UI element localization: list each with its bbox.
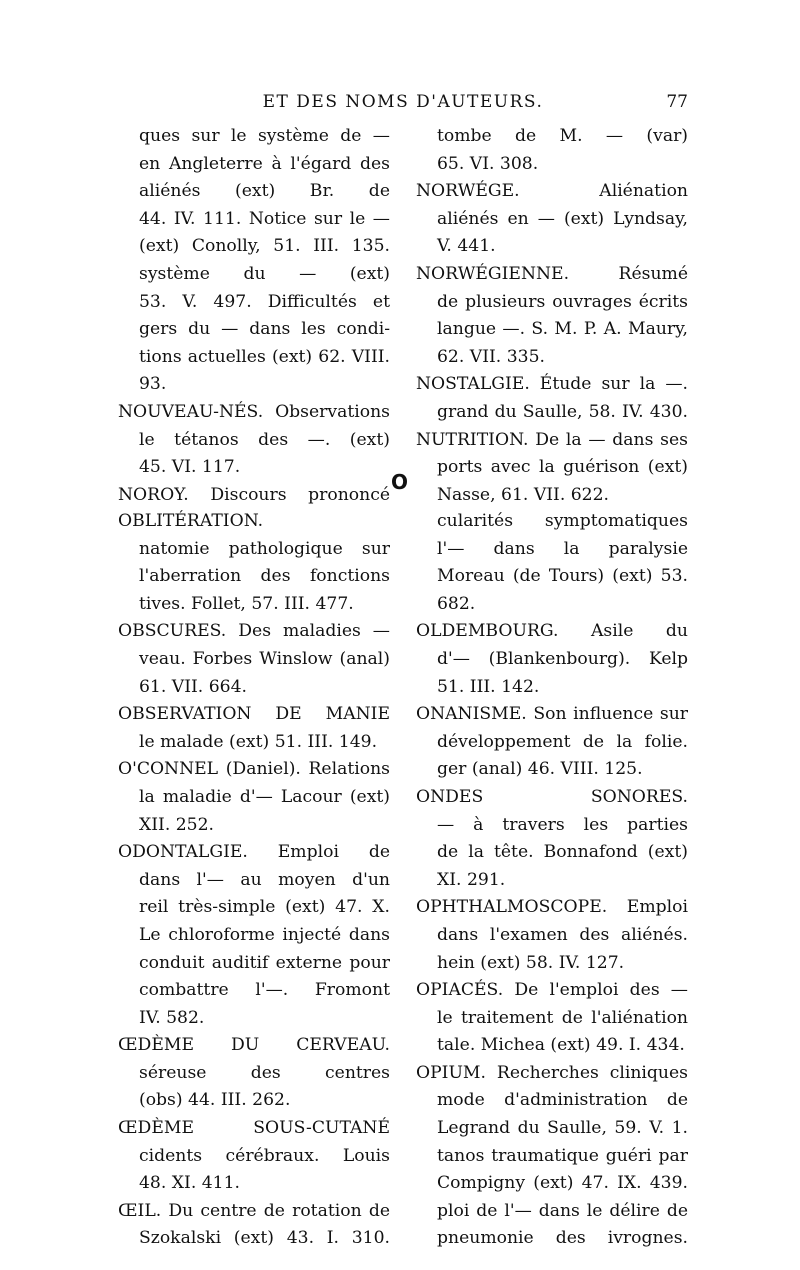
index-entry-continuation-line: tale. Michea (ext) 49. I. 434. bbox=[437, 1035, 685, 1056]
page-number: 77 bbox=[666, 92, 688, 112]
index-entry-continuation-line: développement de la folie. bbox=[437, 731, 688, 752]
index-entry-headword-line: ODONTALGIE. Emploi de bbox=[118, 842, 390, 863]
index-column-right-top bbox=[416, 123, 688, 509]
index-entry-headword-line: OBSERVATION DE MANIE bbox=[118, 704, 390, 725]
index-entry-continuation-line: le malade (ext) 51. III. 149. bbox=[139, 731, 378, 752]
index-entry-continuation-line: ques sur le système de — bbox=[139, 126, 390, 146]
index-entry-continuation-line: 53. V. 497. Difficultés et bbox=[139, 291, 390, 312]
index-entry-continuation-line: ports avec la guérison (ext) bbox=[437, 457, 688, 478]
index-entry-headword-line: NORWÉGE. Aliénation bbox=[416, 181, 688, 202]
index-column-right-bottom bbox=[416, 508, 688, 1253]
index-entry-continuation-line: le traitement de l'aliénation bbox=[437, 1007, 688, 1028]
index-entry-continuation-line: 682. bbox=[437, 593, 476, 614]
index-entry-continuation-line: (obs) 44. III. 262. bbox=[139, 1090, 291, 1111]
index-entry-headword-line: O'CONNEL (Daniel). Relations bbox=[118, 759, 390, 780]
index-entry-headword-line: OBSCURES. Des maladies — bbox=[118, 621, 390, 642]
index-entry-continuation-line: l'— dans la paralysie bbox=[437, 538, 688, 559]
running-header bbox=[118, 92, 688, 116]
index-entry-continuation-line: 61. VII. 664. bbox=[139, 676, 247, 697]
index-entry-continuation-line: séreuse des centres bbox=[139, 1062, 390, 1083]
index-entry-headword-line: OPIACÉS. De l'emploi des — bbox=[416, 980, 688, 1001]
index-entry-headword-line: ŒDÈME SOUS-CUTANÉ bbox=[118, 1118, 390, 1139]
index-entry-headword-line: OLDEMBOURG. Asile du bbox=[416, 621, 688, 642]
index-entry-headword-line: ŒIL. Du centre de rotation de bbox=[118, 1200, 390, 1221]
index-entry-continuation-line: Le chloroforme injecté dans bbox=[139, 924, 390, 945]
index-entry-headword-line: ONDES SONORES. bbox=[416, 786, 688, 807]
index-entry-continuation-line: la maladie d'— Lacour (ext) bbox=[139, 786, 390, 807]
index-column-left-top bbox=[118, 123, 390, 509]
index-entry-continuation-line: Szokalski (ext) 43. I. 310. bbox=[139, 1228, 390, 1249]
index-entry-continuation-line: 51. III. 142. bbox=[437, 676, 540, 697]
index-entry-continuation-line: 48. XI. 411. bbox=[139, 1173, 241, 1194]
index-entry-continuation-line: tions actuelles (ext) 62. VIII. bbox=[139, 346, 390, 367]
index-entry-continuation-line: pneumonie des ivrognes. bbox=[437, 1228, 688, 1249]
section-letter: O bbox=[391, 470, 409, 494]
index-entry-continuation-line: Compigny (ext) 47. IX. 439. bbox=[437, 1173, 688, 1194]
index-entry-continuation-line: XI. 291. bbox=[437, 869, 506, 890]
index-entry-headword-line: OPHTHALMOSCOPE. Emploi bbox=[416, 897, 688, 918]
index-entry-continuation-line: natomie pathologique sur bbox=[139, 538, 390, 559]
index-entry-continuation-line: aliénés (ext) Br. de bbox=[139, 181, 390, 202]
header-title: ET DES NOMS D'AUTEURS. bbox=[262, 92, 544, 112]
index-entry-continuation-line: combattre l'—. Fromont bbox=[139, 980, 390, 1001]
index-entry-continuation-line: — à travers les parties bbox=[437, 814, 688, 835]
index-entry-headword-line: NOUVEAU-NÉS. Observations bbox=[118, 401, 390, 422]
index-entry-continuation-line: dans l'— au moyen d'un bbox=[139, 869, 390, 890]
index-entry-headword-line: NUTRITION. De la — dans ses bbox=[416, 429, 688, 450]
index-entry-headword-line: NOROY. Discours prononcé bbox=[118, 484, 390, 505]
index-entry-continuation-line: grand du Saulle, 58. IV. 430. bbox=[437, 401, 688, 422]
index-entry-headword-line: NOSTALGIE. Étude sur la —. bbox=[416, 374, 688, 395]
index-entry-continuation-line: IV. 582. bbox=[139, 1007, 205, 1028]
index-entry-continuation-line: langue —. S. M. P. A. Maury, bbox=[437, 319, 688, 340]
index-entry-headword-line: ONANISME. Son influence sur bbox=[416, 704, 688, 725]
index-entry-continuation-line: d'— (Blankenbourg). Kelp bbox=[437, 648, 688, 669]
index-entry-continuation-line: ger (anal) 46. VIII. 125. bbox=[437, 759, 643, 780]
index-entry-continuation-line: XII. 252. bbox=[139, 814, 215, 835]
index-entry-continuation-line: tives. Follet, 57. III. 477. bbox=[139, 593, 354, 614]
index-entry-continuation-line: 93. bbox=[139, 374, 167, 395]
index-entry-continuation-line: 44. IV. 111. Notice sur le — bbox=[139, 208, 390, 229]
index-entry-continuation-line: système du — (ext) bbox=[139, 263, 390, 284]
index-entry-continuation-line: Nasse, 61. VII. 622. bbox=[437, 484, 610, 505]
index-entry-continuation-line: de la tête. Bonnafond (ext) bbox=[437, 842, 688, 863]
index-entry-continuation-line: aliénés en — (ext) Lyndsay, bbox=[437, 208, 688, 229]
index-entry-continuation-line: dans l'examen des aliénés. bbox=[437, 924, 688, 945]
index-entry-continuation-line: le tétanos des —. (ext) bbox=[139, 429, 390, 450]
index-entry-continuation-line: gers du — dans les condi- bbox=[139, 319, 390, 340]
index-entry-continuation-line: l'aberration des fonctions bbox=[139, 566, 390, 587]
index-entry-continuation-line: cularités symptomatiques bbox=[437, 511, 688, 531]
index-entry-continuation-line: cidents cérébraux. Louis bbox=[139, 1145, 390, 1166]
index-entry-continuation-line: (ext) Conolly, 51. III. 135. bbox=[139, 236, 390, 257]
index-entry-continuation-line: en Angleterre à l'égard des bbox=[139, 153, 390, 174]
index-entry-continuation-line: 62. VII. 335. bbox=[437, 346, 545, 367]
index-entry-continuation-line: de plusieurs ouvrages écrits bbox=[437, 291, 688, 312]
index-entry-continuation-line: tanos traumatique guéri par bbox=[437, 1145, 688, 1166]
index-entry-headword-line: ŒDÈME DU CERVEAU. bbox=[118, 1035, 390, 1056]
index-entry-continuation-line: tombe de M. — (var) bbox=[437, 126, 688, 146]
index-entry-continuation-line: Moreau (de Tours) (ext) 53. bbox=[437, 566, 688, 587]
index-entry-continuation-line: 45. VI. 117. bbox=[139, 457, 241, 478]
index-entry-continuation-line: conduit auditif externe pour bbox=[139, 952, 390, 973]
index-entry-continuation-line: hein (ext) 58. IV. 127. bbox=[437, 952, 625, 973]
index-entry-continuation-line: reil très-simple (ext) 47. X. bbox=[139, 897, 390, 918]
index-entry-continuation-line: ploi de l'— dans le délire de bbox=[437, 1200, 688, 1221]
index-entry-headword-line: NORWÉGIENNE. Résumé bbox=[416, 263, 688, 284]
index-entry-headword-line: OPIUM. Recherches cliniques bbox=[416, 1062, 688, 1083]
index-entry-continuation-line: veau. Forbes Winslow (anal) bbox=[139, 648, 390, 669]
index-entry-continuation-line: Legrand du Saulle, 59. V. 1. bbox=[437, 1118, 688, 1139]
index-entry-headword-line: OBLITÉRATION. bbox=[118, 511, 264, 531]
index-entry-continuation-line: 65. VI. 308. bbox=[437, 153, 539, 174]
index-column-left-bottom bbox=[118, 508, 390, 1253]
index-entry-continuation-line: V. 441. bbox=[437, 236, 496, 257]
index-entry-continuation-line: mode d'administration de bbox=[437, 1090, 688, 1111]
